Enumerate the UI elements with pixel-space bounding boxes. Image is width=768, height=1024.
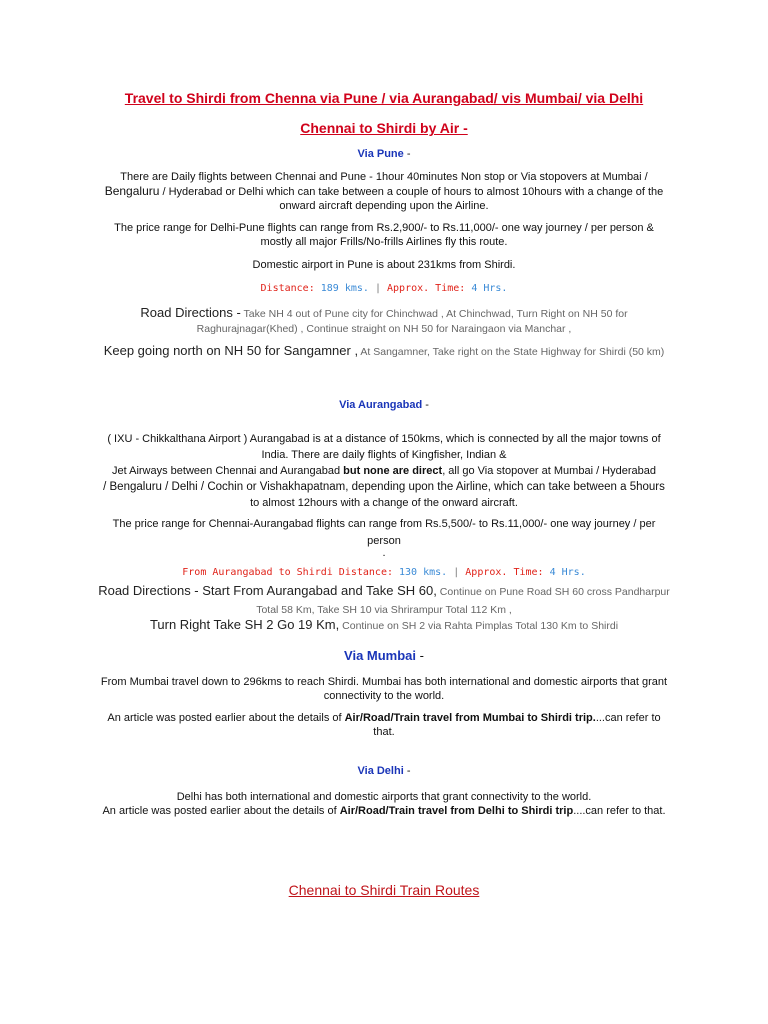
aurangabad-paragraph-2 [60,516,708,550]
mumbai-paragraph-2 [60,711,708,739]
dot: . [382,547,386,559]
text-line: that. [373,726,395,738]
text-line: The price range for Delhi-Pune flights can range from Rs.2,900/- to Rs.11,000/- one way journey / per person & [114,222,654,234]
text-span: Road Directions - Start From Aurangabad and Take SH 60, [98,583,437,598]
text-span: An article was posted earlier about the details of [107,712,345,724]
text-line: There are Daily flights between Chennai and Pune - 1hour 40minutes Non stop or Via stopovers at Mumbai / [120,171,648,183]
pune-paragraph-1 [60,170,708,213]
dash: - [403,148,411,160]
text-span: / Hyderabad or Delhi which can take between a couple of hours to almost 10hours with a change of the [159,186,664,198]
road-directions-label: Road Directions - [140,305,241,320]
separator: | [453,567,460,578]
aurangabad-distance-line [60,567,708,578]
article-link-delhi[interactable]: Air/Road/Train travel from Delhi to Shirdi trip [339,805,574,817]
distance-label: Distance: [260,283,315,294]
via-delhi-label: Via Delhi [357,765,404,777]
text-span: Bengaluru [104,184,160,198]
heading-via-delhi [60,764,708,778]
via-pune-label: Via Pune [357,148,404,160]
text-line: Total 58 Km, Take SH 10 via Shrirampur Total 112 Km , [256,604,512,616]
heading-via-mumbai [60,648,708,663]
dash: - [422,399,429,411]
text-line: The price range for Chennai-Aurangabad flights can range from Rs.5,500/- to Rs.11,000/- one way journey / per [112,518,656,530]
pune-road-directions [60,305,708,337]
pune-keep-going [60,342,708,360]
page-title: Travel to Shirdi from Chenna via Pune / via Aurangabad/ vis Mumbai/ via Delhi [124,90,644,106]
text-line: From Mumbai travel down to 296kms to reach Shirdi. Mumbai has both international and domestic airports that grant [100,676,668,688]
text-line: to almost 12hours with a change of the onward aircraft. [250,497,518,509]
footer-link-wrapper [60,882,708,898]
distance-label: From Aurangabad to Shirdi Distance: [182,567,393,578]
text-span: ....can refer to that. [573,805,666,817]
text-span: but none are direct [343,465,443,477]
distance-value: 189 kms. [320,283,369,294]
dash: - [416,648,424,663]
text-span: Keep going north on NH 50 for Sangamner , [103,343,359,358]
via-mumbai-label: Via Mumbai [344,648,417,663]
via-aurangabad-label: Via Aurangabad [339,399,423,411]
text-span: An article was posted earlier about the details of [102,805,340,817]
text-line: connectivity to the world. [323,690,445,702]
text-span: Turn Right Take SH 2 Go 19 Km, [149,617,340,632]
text-span: Jet Airways between Chennai and Aurangabad [111,465,344,477]
text-line: onward aircraft depending upon the Airline. [279,200,489,212]
distance-value: 130 kms. [399,567,448,578]
pune-distance-line [60,283,708,294]
train-routes-link[interactable]: Chennai to Shirdi Train Routes [288,882,480,898]
time-label: Approx. Time: [465,567,544,578]
text-span: ...can refer to [595,712,661,724]
text-line: person [367,535,401,547]
text-line: Delhi has both international and domestic airports that grant connectivity to the world. [176,791,592,803]
heading-via-aurangabad [60,398,708,412]
text-line: India. There are daily flights of Kingfisher, Indian & [261,449,507,461]
text-line: ( IXU - Chikkalthana Airport ) Aurangabad is at a distance of 150kms, which is connected by all the major towns of [107,433,661,445]
section-title-air: Chennai to Shirdi by Air - [300,120,468,136]
pune-paragraph-2 [60,221,708,249]
text-line: / Bengaluru / Delhi / Cochin or Vishakhapatnam, depending upon the Airline, which can take between a 5hours [103,481,665,493]
text-span: At Sangamner, Take right on the State Highway for Shirdi (50 km) [358,346,665,358]
article-link-mumbai[interactable]: Air/Road/Train travel from Mumbai to Shirdi trip. [344,712,596,724]
text-span: Take NH 4 out of Pune city for Chinchwad , At Chinchwad, Turn Right on NH 50 for [240,308,628,320]
text-span: , all go Via stopover at Mumbai / Hyderabad [442,465,656,477]
time-value: 4 Hrs. [549,567,586,578]
mumbai-paragraph-1 [60,675,708,703]
dash: - [403,765,411,777]
separator: | [374,283,381,294]
heading-via-pune [60,147,708,161]
pune-paragraph-3: Domestic airport in Pune is about 231kms from Shirdi. [252,259,516,271]
text-span: Continue on SH 2 via Rahta Pimplas Total 130 Km to Shirdi [339,620,619,632]
aurangabad-turn-right [60,616,708,634]
text-span: Continue on Pune Road SH 60 cross Pandharpur [436,586,670,598]
aurangabad-paragraph-1 [60,431,708,511]
time-value: 4 Hrs. [471,283,508,294]
aurangabad-road-directions [60,582,708,619]
delhi-paragraph [60,790,708,818]
text-line: Raghurajnagar(Khed) , Continue straight on NH 50 for Naraingaon via Manchar , [196,323,572,335]
text-line: mostly all major Frills/No-frills Airlines fly this route. [260,236,508,248]
time-label: Approx. Time: [387,283,466,294]
